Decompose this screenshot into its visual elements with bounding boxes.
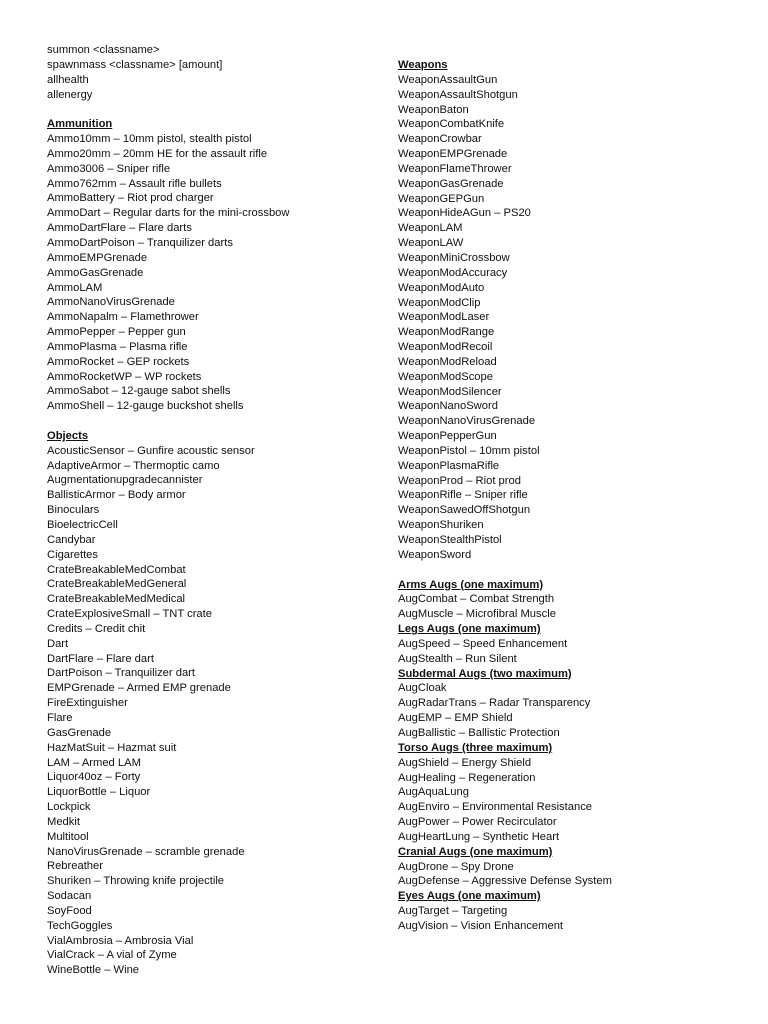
list-item-weaponprod-riot-prod: WeaponProd – Riot prod xyxy=(398,474,521,487)
list-item-hazmatsuit-hazmat-suit: HazMatSuit – Hazmat suit xyxy=(47,741,177,754)
section-heading-objects: Objects xyxy=(47,429,89,442)
list-item-binoculars: Binoculars xyxy=(47,504,100,517)
list-item-liquorbottle-liquor: LiquorBottle – Liquor xyxy=(47,786,151,799)
list-item-weaponpistol-10mm-pistol: WeaponPistol – 10mm pistol xyxy=(398,444,540,457)
list-item-adaptivearmor-thermoptic-camo: AdaptiveArmor – Thermoptic camo xyxy=(47,459,220,472)
section-heading-legs-augs-one-maximum: Legs Augs (one maximum) xyxy=(398,623,541,636)
list-item-shuriken-throwing-knife-projectile: Shuriken – Throwing knife projectile xyxy=(47,875,225,888)
list-item-weaponcrowbar: WeaponCrowbar xyxy=(398,133,482,146)
list-item-augtarget-targeting: AugTarget – Targeting xyxy=(398,905,508,918)
left-column xyxy=(47,43,377,978)
list-item-augemp-emp-shield: AugEMP – EMP Shield xyxy=(398,712,513,725)
section-heading-cranial-augs-one-maximum: Cranial Augs (one maximum) xyxy=(398,845,553,858)
list-item-augaqualung: AugAquaLung xyxy=(398,786,469,799)
list-item-weaponplasmarifle: WeaponPlasmaRifle xyxy=(398,459,500,472)
section-heading-eyes-augs-one-maximum: Eyes Augs (one maximum) xyxy=(398,890,541,903)
list-item-ammolam: AmmoLAM xyxy=(47,281,103,294)
list-item-fireextinguisher: FireExtinguisher xyxy=(47,697,128,710)
list-item-augdefense-aggressive-defense-system: AugDefense – Aggressive Defense System xyxy=(398,875,612,888)
list-item-augpower-power-recirculator: AugPower – Power Recirculator xyxy=(398,816,557,829)
list-item-multitool: Multitool xyxy=(47,830,89,843)
list-item-augheartlung-synthetic-heart: AugHeartLung – Synthetic Heart xyxy=(398,830,560,843)
list-item-ammodartflare-flare-darts: AmmoDartFlare – Flare darts xyxy=(47,222,192,235)
list-item-weaponbaton: WeaponBaton xyxy=(398,103,469,116)
list-item-augmentationupgradecannister: Augmentationupgradecannister xyxy=(47,474,203,487)
list-item-gasgrenade: GasGrenade xyxy=(47,726,112,739)
list-item-weaponempgrenade: WeaponEMPGrenade xyxy=(398,148,508,161)
section-heading-arms-augs-one-maximum: Arms Augs (one maximum) xyxy=(398,578,544,591)
list-item-weaponpeppergun: WeaponPepperGun xyxy=(398,430,497,443)
list-item-weaponlaw: WeaponLAW xyxy=(398,237,464,250)
list-item-weaponnanovirusgrenade: WeaponNanoVirusGrenade xyxy=(398,415,536,428)
list-item-empgrenade-armed-emp-grenade: EMPGrenade – Armed EMP grenade xyxy=(47,682,231,695)
list-item-acousticsensor-gunfire-acoustic-sensor: AcousticSensor – Gunfire acoustic sensor xyxy=(47,444,255,457)
list-item-weaponmodauto: WeaponModAuto xyxy=(398,281,485,294)
section-heading-weapons: Weapons xyxy=(398,59,448,71)
list-item-weaponminicrossbow: WeaponMiniCrossbow xyxy=(398,251,510,264)
list-item-aughealing-regeneration: AugHealing – Regeneration xyxy=(398,771,536,784)
list-item-weaponcombatknife: WeaponCombatKnife xyxy=(398,118,505,131)
list-item-ammorocket-gep-rockets: AmmoRocket – GEP rockets xyxy=(47,355,190,368)
list-item-augenviro-environmental-resistance: AugEnviro – Environmental Resistance xyxy=(398,801,593,814)
list-item-augspeed-speed-enhancement: AugSpeed – Speed Enhancement xyxy=(398,637,568,650)
list-item-rebreather: Rebreather xyxy=(47,860,103,873)
list-item-bioelectriccell: BioelectricCell xyxy=(47,519,118,531)
list-item-ammobattery-riot-prod-charger: AmmoBattery – Riot prod charger xyxy=(47,192,214,205)
list-item-ammodart-regular-darts-for-the-mini-crossbow: AmmoDart – Regular darts for the mini-crossbow xyxy=(47,207,290,220)
list-item-lam-armed-lam: LAM – Armed LAM xyxy=(47,756,141,769)
list-item-soyfood: SoyFood xyxy=(47,904,92,917)
list-item-weaponsword: WeaponSword xyxy=(398,548,472,561)
list-item-ammo10mm-10mm-pistol-stealth-pistol: Ammo10mm – 10mm pistol, stealth pistol xyxy=(47,133,252,146)
list-item-ammo20mm-20mm-he-for-the-assault-rifle: Ammo20mm – 20mm HE for the assault rifle xyxy=(47,147,268,160)
list-item-ammo3006-sniper-rifle: Ammo3006 – Sniper rifle xyxy=(47,162,171,175)
list-item-weaponmodclip: WeaponModClip xyxy=(398,296,481,309)
list-item-cratebreakablemedmedical: CrateBreakableMedMedical xyxy=(47,593,186,606)
list-item-ammonanovirusgrenade: AmmoNanoVirusGrenade xyxy=(47,296,175,309)
list-item-augstealth-run-silent: AugStealth – Run Silent xyxy=(398,652,517,665)
list-item-augcombat-combat-strength: AugCombat – Combat Strength xyxy=(398,593,555,606)
spacer xyxy=(47,102,377,117)
list-item-credits-credit-chit: Credits – Credit chit xyxy=(47,622,146,635)
list-item-augvision-vision-enhancement: AugVision – Vision Enhancement xyxy=(398,919,564,932)
list-item-dartflare-flare-dart: DartFlare – Flare dart xyxy=(47,652,154,665)
list-item-augmuscle-microfibral-muscle: AugMuscle – Microfibral Muscle xyxy=(398,608,556,621)
list-item-weaponnanosword: WeaponNanoSword xyxy=(398,400,498,413)
list-item-weaponshuriken: WeaponShuriken xyxy=(398,519,484,532)
section-heading-torso-augs-three-maximum: Torso Augs (three maximum) xyxy=(398,741,553,754)
list-item-weaponmodrecoil: WeaponModRecoil xyxy=(398,341,493,354)
section-heading-ammunition: Ammunition xyxy=(47,118,113,131)
list-item-cratebreakablemedcombat: CrateBreakableMedCombat xyxy=(47,563,186,576)
list-item-weaponassaultshotgun: WeaponAssaultShotgun xyxy=(398,88,518,101)
list-item-weaponmodrange: WeaponModRange xyxy=(398,326,495,339)
list-item-weaponmodsilencer: WeaponModSilencer xyxy=(398,385,502,398)
list-item-weaponmodreload: WeaponModReload xyxy=(398,355,497,368)
list-item-weaponhideagun-ps20: WeaponHideAGun – PS20 xyxy=(398,207,531,220)
list-item-sodacan: Sodacan xyxy=(47,890,92,903)
list-item-weaponlam: WeaponLAM xyxy=(398,222,463,235)
list-item-weaponstealthpistol: WeaponStealthPistol xyxy=(398,534,502,546)
section-heading-subdermal-augs-two-maximum: Subdermal Augs (two maximum) xyxy=(398,667,572,680)
list-item-weaponmodaccuracy: WeaponModAccuracy xyxy=(398,266,508,279)
list-item-weaponmodscope: WeaponModScope xyxy=(398,370,493,383)
list-item-ammogasgrenade: AmmoGasGrenade xyxy=(47,266,144,279)
list-item-cratebreakablemedgeneral: CrateBreakableMedGeneral xyxy=(47,578,187,591)
list-item-ballisticarmor-body-armor: BallisticArmor – Body armor xyxy=(47,489,186,502)
list-item-dartpoison-tranquilizer-dart: DartPoison – Tranquilizer dart xyxy=(47,667,195,680)
list-item-ammosabot-12-gauge-sabot-shells: AmmoSabot – 12-gauge sabot shells xyxy=(47,385,231,398)
list-item-crateexplosivesmall-tnt-crate: CrateExplosiveSmall – TNT crate xyxy=(47,608,212,621)
list-item-augshield-energy-shield: AugShield – Energy Shield xyxy=(398,756,532,769)
list-item-allhealth: allhealth xyxy=(47,73,89,86)
list-item-weapongepgun: WeaponGEPGun xyxy=(398,192,485,205)
list-item-ammopepper-pepper-gun: AmmoPepper – Pepper gun xyxy=(47,326,186,339)
list-item-augballistic-ballistic-protection: AugBallistic – Ballistic Protection xyxy=(398,726,560,739)
list-item-candybar: Candybar xyxy=(47,533,96,546)
list-item-augdrone-spy-drone: AugDrone – Spy Drone xyxy=(398,860,514,873)
list-item-allenergy: allenergy xyxy=(47,88,93,101)
list-item-techgoggles: TechGoggles xyxy=(47,919,113,932)
list-item-vialambrosia-ambrosia-vial: VialAmbrosia – Ambrosia Vial xyxy=(47,934,194,947)
list-item-weapongasgrenade: WeaponGasGrenade xyxy=(398,177,504,190)
list-item-weaponflamethrower: WeaponFlameThrower xyxy=(398,162,512,175)
list-item-cigarettes: Cigarettes xyxy=(47,548,98,561)
list-item-weaponrifle-sniper-rifle: WeaponRifle – Sniper rifle xyxy=(398,489,528,502)
list-item-ammoshell-12-gauge-buckshot-shells: AmmoShell – 12-gauge buckshot shells xyxy=(47,400,244,413)
list-item-weaponmodlaser: WeaponModLaser xyxy=(398,311,490,324)
list-item-weaponsawedoffshotgun: WeaponSawedOffShotgun xyxy=(398,504,531,517)
spacer xyxy=(398,563,738,578)
list-item-augradartrans-radar-transparency: AugRadarTrans – Radar Transparency xyxy=(398,697,591,710)
list-item-augcloak: AugCloak xyxy=(398,682,447,695)
list-item-vialcrack-a-vial-of-zyme: VialCrack – A vial of Zyme xyxy=(47,949,177,962)
list-item-ammoempgrenade: AmmoEMPGrenade xyxy=(47,251,148,264)
list-item-lockpick: Lockpick xyxy=(47,801,91,814)
list-item-weaponassaultgun: WeaponAssaultGun xyxy=(398,73,498,86)
list-item-ammodartpoison-tranquilizer-darts: AmmoDartPoison – Tranquilizer darts xyxy=(47,236,233,249)
list-item-dart: Dart xyxy=(47,637,69,650)
list-item-ammoplasma-plasma-rifle: AmmoPlasma – Plasma rifle xyxy=(47,340,188,353)
list-item-flare: Flare xyxy=(47,711,73,724)
list-item-liquor40oz-forty: Liquor40oz – Forty xyxy=(47,771,141,784)
right-column xyxy=(398,58,738,934)
list-item-ammorocketwp-wp-rockets: AmmoRocketWP – WP rockets xyxy=(47,370,202,383)
list-item-spawnmass-classname-amount: spawnmass <classname> [amount] xyxy=(47,58,223,71)
list-item-nanovirusgrenade-scramble-grenade: NanoVirusGrenade – scramble grenade xyxy=(47,845,245,858)
list-item-summon-classname: summon <classname> xyxy=(47,44,160,56)
list-item-ammonapalm-flamethrower: AmmoNapalm – Flamethrower xyxy=(47,311,199,324)
spacer xyxy=(47,414,377,429)
list-item-ammo762mm-assault-rifle-bullets: Ammo762mm – Assault rifle bullets xyxy=(47,177,222,190)
list-item-medkit: Medkit xyxy=(47,815,80,828)
list-item-winebottle-wine: WineBottle – Wine xyxy=(47,964,140,977)
